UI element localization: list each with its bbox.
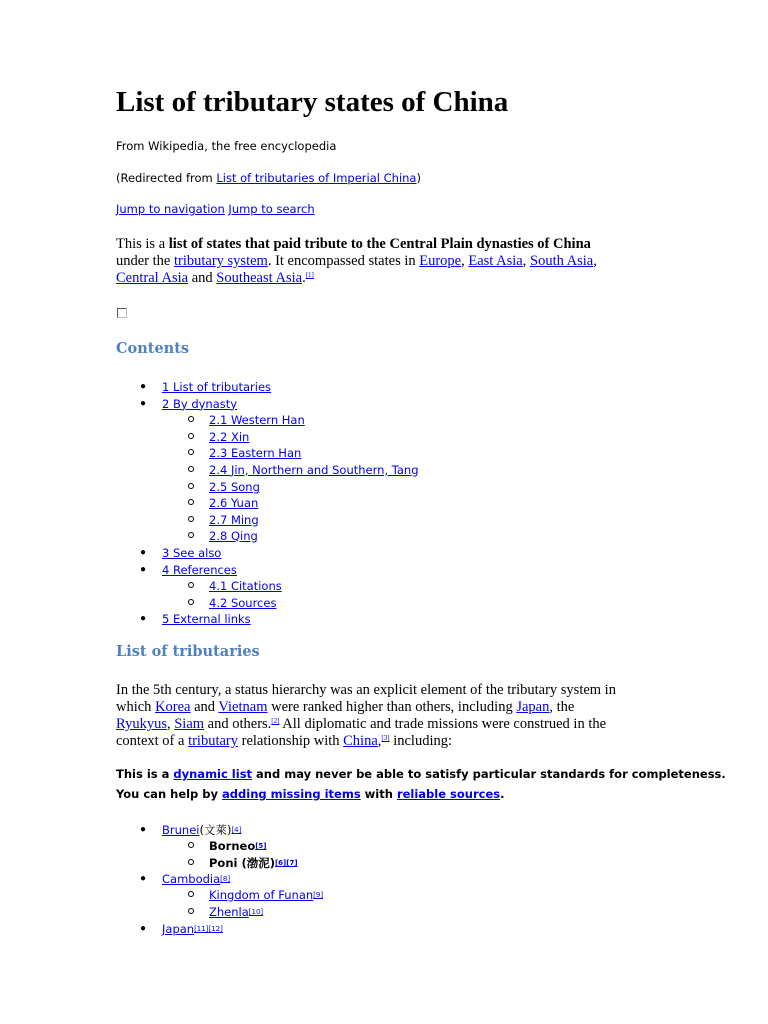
dynamic-list-notice-line-2 xyxy=(116,787,504,801)
list-item-japan xyxy=(162,920,223,937)
intro-text: This is a xyxy=(116,236,169,252)
intro-line-2 xyxy=(116,253,597,270)
paragraph-text: which xyxy=(116,699,156,715)
notice-text: . xyxy=(500,787,505,801)
reference-link[interactable]: [3] xyxy=(381,734,390,742)
south-asia-link[interactable]: South Asia xyxy=(530,253,594,269)
circle-bullet-icon xyxy=(188,516,194,522)
jump-links xyxy=(116,202,315,216)
toc-link[interactable]: 5 External links xyxy=(162,611,251,626)
circle-bullet-icon xyxy=(188,891,194,897)
notice-text: and may never be able to satisfy particular standards for completeness. xyxy=(252,767,726,781)
circle-bullet-icon xyxy=(188,466,194,472)
contents-heading: Contents xyxy=(116,340,190,357)
page-title: List of tributary states of China xyxy=(116,86,509,118)
intro-line-3 xyxy=(116,270,314,287)
toc-item xyxy=(209,577,282,594)
section-heading: List of tributaries xyxy=(116,643,260,660)
circle-bullet-icon xyxy=(188,859,194,865)
paragraph-line-1: In the 5th century, a status hierarchy was an explicit element of the tributary system in xyxy=(116,682,616,698)
dynamic-list-link[interactable]: dynamic list xyxy=(173,767,253,781)
intro-text: . xyxy=(302,270,306,286)
brunei-link[interactable]: Brunei xyxy=(162,822,200,837)
toc-link[interactable]: 4 References xyxy=(162,562,237,577)
reference-link[interactable]: [6][7] xyxy=(274,858,298,867)
toc-item xyxy=(209,411,305,428)
toc-link[interactable]: 2.5 Song xyxy=(209,479,260,494)
circle-bullet-icon xyxy=(188,582,194,588)
list-item-cambodia xyxy=(162,870,230,887)
toc-link[interactable]: 4.2 Sources xyxy=(209,595,277,610)
paragraph-text: and xyxy=(190,699,219,715)
circle-bullet-icon xyxy=(188,499,194,505)
paragraph-line-2 xyxy=(116,699,574,716)
vietnam-link[interactable]: Vietnam xyxy=(218,699,268,715)
europe-link[interactable]: Europe xyxy=(419,253,462,269)
toc-link[interactable]: 4.1 Citations xyxy=(209,578,282,593)
separator: , xyxy=(461,253,469,269)
toc-item xyxy=(162,395,237,412)
circle-bullet-icon xyxy=(188,416,194,422)
bullet-icon: ● xyxy=(139,398,147,409)
toc-link[interactable]: 2.2 Xin xyxy=(209,429,250,444)
reference-link[interactable]: [9] xyxy=(313,890,324,899)
toc-link[interactable]: 2.3 Eastern Han xyxy=(209,445,302,460)
intro-text: under the xyxy=(116,253,174,269)
bullet-icon: ● xyxy=(139,613,147,624)
paragraph-text: and others. xyxy=(204,716,272,732)
zhenla-link[interactable]: Zhenla xyxy=(209,904,249,919)
paragraph-line-3 xyxy=(116,716,606,733)
kingdom-of-funan-link[interactable]: Kingdom of Funan xyxy=(209,887,314,902)
paragraph-text: context of a xyxy=(116,733,189,749)
list-item-funan xyxy=(209,886,323,903)
paragraph-text: including: xyxy=(389,733,453,749)
item-text: Poni (渤泥) xyxy=(209,855,275,870)
redirect-notice xyxy=(116,171,421,185)
reference-link[interactable]: [5] xyxy=(255,841,267,850)
list-item-borneo xyxy=(209,837,267,854)
toc-link[interactable]: 2.4 Jin, Northern and Southern, Tang xyxy=(209,462,419,477)
china-link[interactable]: China xyxy=(343,733,378,749)
toc-link[interactable]: 3 See also xyxy=(162,545,222,560)
paragraph-text: relationship with xyxy=(238,733,344,749)
reliable-sources-link[interactable]: reliable sources xyxy=(396,787,501,801)
toc-toggle-checkbox[interactable] xyxy=(117,308,127,318)
list-item-brunei xyxy=(162,821,241,838)
east-asia-link[interactable]: East Asia xyxy=(468,253,523,269)
paragraph-text: were ranked higher than others, including xyxy=(267,699,517,715)
toc-item xyxy=(209,444,301,461)
toc-item xyxy=(162,544,221,561)
bullet-icon: ● xyxy=(139,547,147,558)
list-item-zhenla xyxy=(209,903,263,920)
intro-line-1 xyxy=(116,236,591,253)
paragraph-text: , xyxy=(166,716,175,732)
siam-link[interactable]: Siam xyxy=(174,716,205,732)
reference-link[interactable]: [4] xyxy=(231,825,242,834)
paragraph-line-4 xyxy=(116,733,452,750)
bullet-icon: ● xyxy=(139,873,147,884)
circle-bullet-icon xyxy=(188,532,194,538)
circle-bullet-icon xyxy=(188,433,194,439)
adding-missing-items-link[interactable]: adding missing items xyxy=(222,787,361,801)
toc-item xyxy=(209,461,419,478)
separator: , xyxy=(593,253,597,269)
tributary-link[interactable]: tributary xyxy=(188,733,239,749)
item-text: (文萊) xyxy=(199,822,232,837)
bullet-icon: ● xyxy=(139,564,147,575)
notice-text: You can help by xyxy=(116,787,223,801)
toc-item xyxy=(209,594,276,611)
japan-tributary-link[interactable]: Japan xyxy=(162,921,195,936)
intro-text: and xyxy=(188,270,217,286)
toc-item xyxy=(209,511,259,528)
redirect-link[interactable]: List of tributaries of Imperial China xyxy=(216,171,417,185)
toc-link[interactable]: 2.8 Qing xyxy=(209,528,258,543)
separator: , xyxy=(522,253,530,269)
ryukyus-link[interactable]: Ryukyus xyxy=(116,716,167,732)
circle-bullet-icon xyxy=(188,483,194,489)
notice-text: with xyxy=(360,787,397,801)
toc-item xyxy=(209,494,258,511)
circle-bullet-icon xyxy=(188,908,194,914)
redirect-suffix: ) xyxy=(416,171,421,185)
paragraph-text: All diplomatic and trade missions were construed in the xyxy=(279,716,607,732)
toc-item xyxy=(209,527,258,544)
circle-bullet-icon xyxy=(188,599,194,605)
cambodia-link[interactable]: Cambodia xyxy=(162,871,221,886)
southeast-asia-link[interactable]: Southeast Asia xyxy=(216,270,303,286)
central-asia-link[interactable]: Central Asia xyxy=(116,270,189,286)
bullet-icon: ● xyxy=(139,381,147,392)
jump-to-navigation-link[interactable]: Jump to navigation xyxy=(116,202,225,216)
bullet-icon: ● xyxy=(139,923,147,934)
toc-link[interactable]: 2.1 Western Han xyxy=(209,412,305,427)
toc-item xyxy=(209,428,249,445)
paragraph-text: , xyxy=(377,733,382,749)
toc-link[interactable]: 2 By dynasty xyxy=(162,396,238,411)
dynamic-list-notice-line-1 xyxy=(116,767,726,781)
reference-link[interactable]: [2] xyxy=(271,717,280,725)
jump-to-search-link[interactable]: Jump to search xyxy=(228,202,315,216)
circle-bullet-icon xyxy=(188,449,194,455)
toc-link[interactable]: 2.7 Ming xyxy=(209,512,259,527)
reference-link[interactable]: [8] xyxy=(220,874,231,883)
item-text: Borneo xyxy=(209,838,256,853)
list-item-poni xyxy=(209,854,298,871)
toc-link[interactable]: 1 List of tributaries xyxy=(162,379,272,394)
korea-link[interactable]: Korea xyxy=(155,699,191,715)
bullet-icon: ● xyxy=(139,824,147,835)
circle-bullet-icon xyxy=(188,842,194,848)
toc-item xyxy=(162,561,237,578)
toc-item xyxy=(162,610,251,627)
reference-link[interactable]: [10] xyxy=(248,907,264,916)
toc-item xyxy=(209,478,260,495)
tributary-system-link[interactable]: tributary system xyxy=(173,253,268,269)
intro-text: . It encompassed states in xyxy=(267,253,420,269)
toc-link[interactable]: 2.6 Yuan xyxy=(209,495,259,510)
notice-text: This is a xyxy=(116,767,174,781)
reference-link[interactable]: [1] xyxy=(305,271,314,279)
reference-link[interactable]: [11][12] xyxy=(194,924,223,933)
tagline: From Wikipedia, the free encyclopedia xyxy=(116,139,337,153)
intro-bold: list of states that paid tribute to the Central Plain dynasties of China xyxy=(168,236,591,252)
redirect-prefix: (Redirected from xyxy=(116,171,217,185)
paragraph-text: , the xyxy=(549,699,575,715)
toc-item xyxy=(162,378,271,395)
japan-link[interactable]: Japan xyxy=(516,699,550,715)
